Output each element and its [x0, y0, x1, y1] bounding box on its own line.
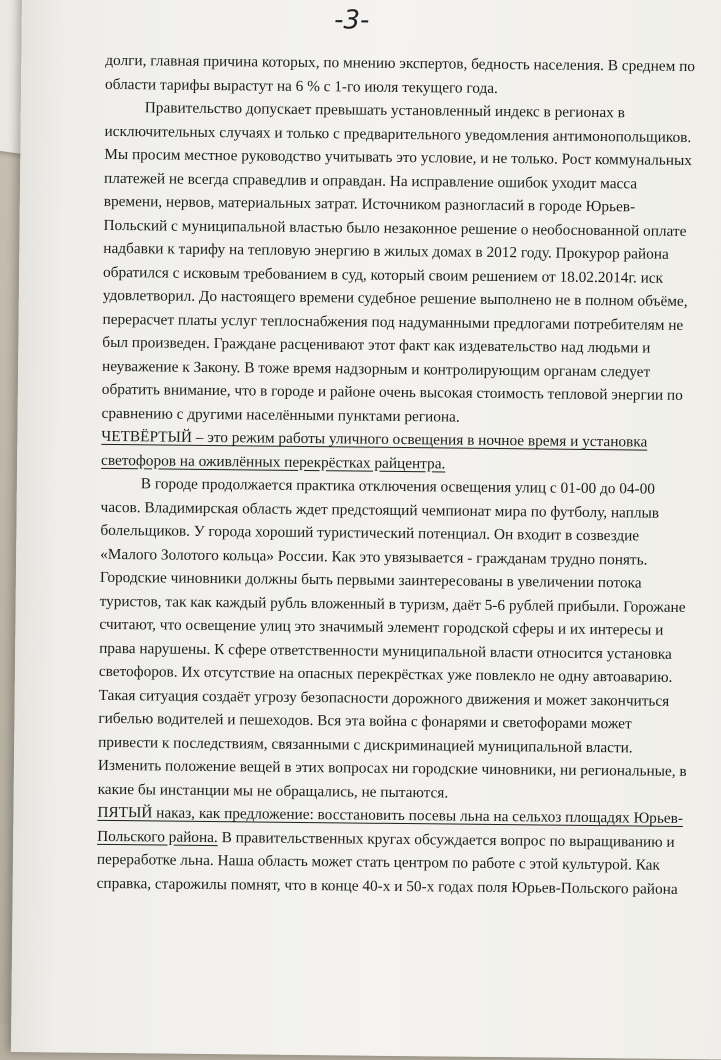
text-line: часов. Владимирская область ждет предстоящий чемпионат мира по футболу, наплыв — [100, 498, 660, 522]
text-line: обратить внимание, что в городе и районе очень высокая стоимость тепловой энергии по — [101, 380, 683, 404]
text-line: удовлетворил. До настоящего времени судебное решение выполнено не в полном объёме, — [102, 286, 688, 310]
line-remainder: В правительственных кругах обсуждается вопрос по выращиванию и — [217, 828, 675, 851]
text-line: туристов, так как каждый рубль вложенный в туризм, даёт 5-6 рублей прибыли. Горожане — [99, 592, 686, 616]
text-line: ПЯТЫЙ наказ, как предложение: восстановить посевы льна на сельхоз площадях Юрьев- — [97, 803, 684, 827]
text-line: «Малого Золотого кольца» России. Как это увязывается - гражданам трудно понять. — [100, 545, 648, 569]
text-line: исключительных случаях и только с предварительного уведомления антимонопольщиков. — [104, 122, 692, 146]
text-line: В городе продолжается практика отключения освещения улиц с 01-00 до 04-00 — [140, 475, 656, 498]
text-line: времени, нервов, материальных затрат. Источником разногласий в городе Юрьев- — [103, 192, 636, 216]
document-body — [96, 49, 696, 901]
text-line: какие бы инстанции мы не обращались, не пытаются. — [97, 780, 449, 802]
text-line: сравнению с другими населёнными пунктами региона. — [101, 404, 460, 426]
text-line: светофоров. Их отсутствие на опасных перекрёстках уже повлекло не одну автоаварию. — [98, 662, 673, 686]
text-line: справка, старожилы помнят, что в конце 40-х и 50-х годах поля Юрьев-Польского района — [96, 874, 678, 898]
text-line: права нарушены. К сфере ответственности муниципальной власти относится установка — [99, 639, 672, 663]
text-line: Такая ситуация создаёт угрозу безопасности дорожного движения и может закончиться — [98, 686, 670, 710]
text-line: области тарифы вырастут на 6 % с 1-го июля текущего года. — [104, 75, 499, 97]
text-line: привести к последствиям, связанными с дискриминацией муниципальной власти. — [98, 733, 633, 756]
text-line: болельщиков. У города хороший туристический потенциал. Он входит в созвездие — [100, 521, 640, 545]
text-line: обратился с исковым требованием в суд, который своим решением от 18.02.2014г. иск — [102, 263, 664, 287]
text-line: платежей не всегда справедлив и оправдан. На исправление ошибок уходит масса — [103, 169, 638, 192]
text-line: перерасчет платы услуг теплоснабжения под надуманными предлогами потребителям не — [102, 310, 684, 334]
text-line: считают, что освещение улиц это значимый элемент городской сферы и их интересы и — [99, 615, 664, 639]
text-line: Мы просим местное руководство учитывать это условие, и не только. Рост коммунальных — [104, 145, 693, 170]
text-line: Городские чиновники должны быть первыми заинтересованы в увеличении потока — [99, 568, 642, 592]
text-line: Изменить положение вещей в этих вопросах ни городские чиновники, ни региональные, в — [97, 756, 687, 781]
document-page — [11, 0, 721, 1060]
text-line: гибелью водителей и пешеходов. Вся эта война с фонарями и светофорами может — [98, 709, 632, 733]
underlined-phrase: Польского района. — [97, 827, 218, 846]
text-line: светофоров на оживлённых перекрёстках райцентра. — [101, 451, 446, 472]
text-line: надбавки к тарифу на тепловую энергию в жилых домах в 2012 году. Прокурор района — [103, 239, 669, 263]
text-line: долги, главная причина которых, по мнению экспертов, бедность населения. В среднем по — [105, 51, 696, 76]
text-line: неуважение к Закону. В тоже время надзорным и контролирующим органам следует — [102, 357, 651, 381]
text-line: Правительство допускает превышать установленный индекс в регионах в — [144, 99, 625, 122]
page-number: -3- — [333, 5, 370, 36]
text-line: Польский с муниципальной властью было незаконное решение о необоснованной оплате — [103, 216, 687, 240]
text-line: ЧЕТВЁРТЫЙ – это режим работы уличного освещения в ночное время и установка — [101, 427, 648, 451]
text-line: был произведен. Граждане расценивают этот факт как издевательство над людьми и — [102, 333, 651, 357]
text-line: переработке льна. Наша область может стать центром по работе с этой культурой. Как — [96, 850, 660, 874]
